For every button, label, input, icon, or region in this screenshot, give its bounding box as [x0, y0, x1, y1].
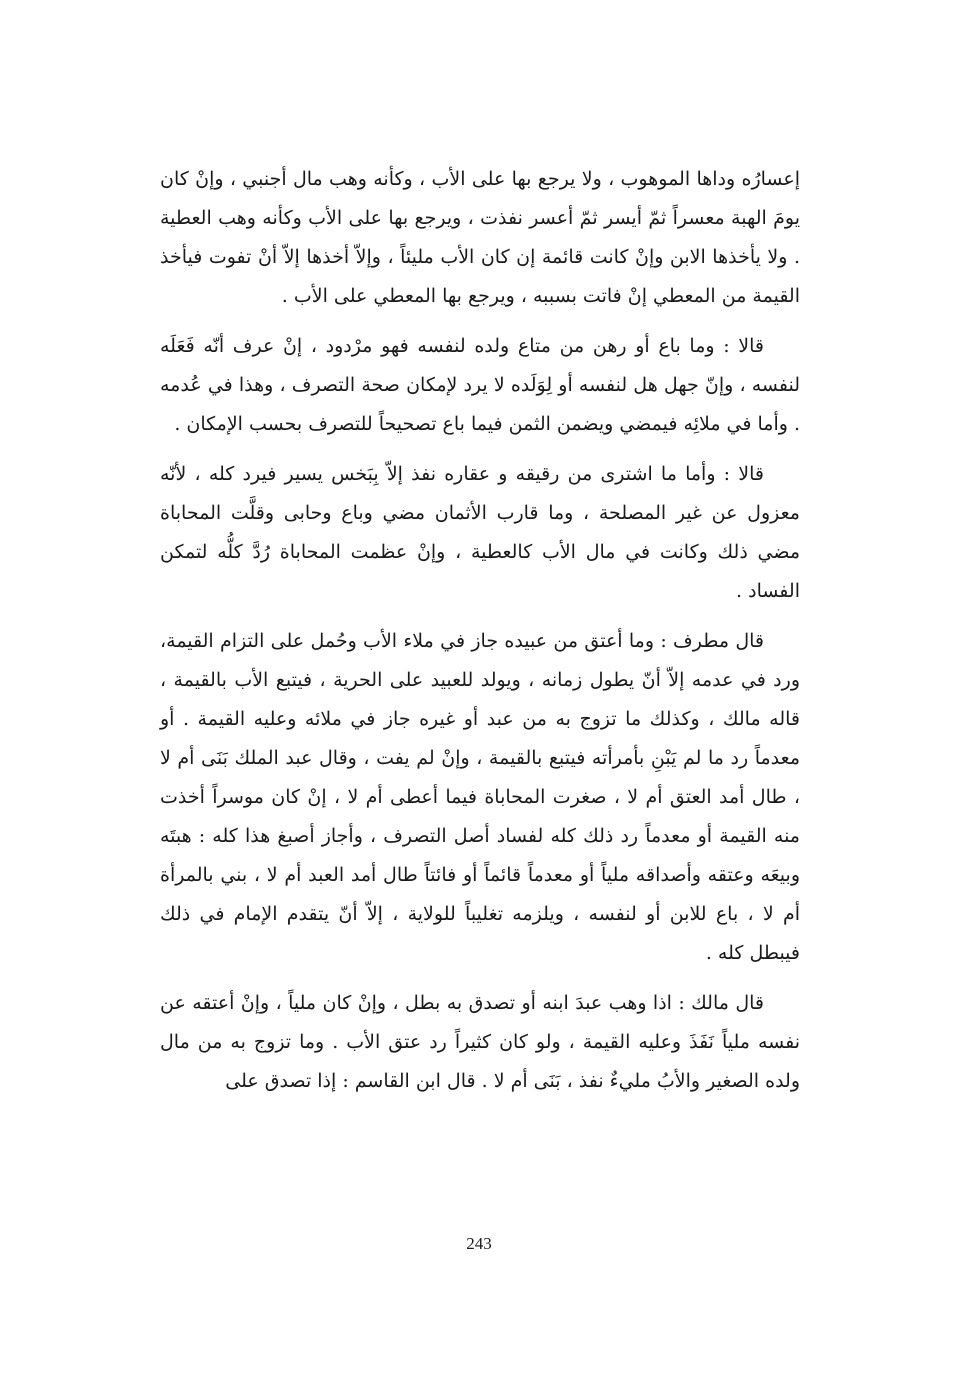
paragraph-4: قال مطرف : وما أعتق من عبيده جاز في ملاء الأب وحُمل على التزام القيمة، ورد في عدمه إلاّ أنّ يطول زمانه ، ويولد للعبيد على الحرية ، فيتبع الأب بالقيمة ، قاله مالك ، وكذلك ما تزوج به من عبد أو غيره جاز في ملائه وعليه القيمة . أو معدماً رد ما لم يَبْنِ بأمرأته فيتبع بالقيمة ، وإنْ لم يفت ، وقال عبد الملك بَنَى أم لا ، طال أمد العتق أم لا ، صغرت المحاباة فيما أعطى أم لا ، إنْ كان موسراً أخذت منه القيمة أو معدماً رد ذلك كله لفساد أصل التصرف ، وأجاز أصبغ هذا كله : هبتَه وبيعَه وعتقه وأصداقه ملياً أو معدماً قائماً أو فائتاً طال أمد العبد أم لا ، بني بالمرأة أم لا ، باع للابن أو لنفسه ، ويلزمه تغليباً للولاية ، إلاّ أنّ يتقدم الإمام في ذلك فيبطل كله . — [160, 630, 800, 964]
paragraph-1: إعسارُه وداها الموهوب ، ولا يرجع بها على الأب ، وكأنه وهب مال أجنبي ، وإنْ كان يومَ الهبة معسراً ثمّ أيسر ثمّ أعسر نفذت ، ويرجع بها على الأب وكأنه وهب العطية . ولا يأخذها الابن وإنْ كانت قائمة إن كان الأب مليئاً ، وإلاّ أخذها إلاّ أنْ تفوت فيأخذ القيمة من المعطي إنْ فاتت بسببه ، ويرجع بها المعطي على الأب . — [160, 168, 800, 307]
paragraph-3: قالا : وأما ما اشترى من رقيقه و عقاره نفذ إلاّ بِبَخس يسير فيرد كله ، لأنّه معزول عن غير المصلحة ، وما قارب الأثمان مضي وباع وحابى وقلَّت المحاباة مضي ذلك وكانت في مال الأب كالعطية ، وإنْ عظمت المحاباة رُدَّ كلُّه لتمكن الفساد . — [160, 463, 800, 602]
main-text — [160, 160, 800, 1112]
page-number: 243 — [466, 1234, 492, 1253]
paragraph-5: قال مالك : اذا وهب عبدَ ابنه أو تصدق به بطل ، وإنْ كان ملياً ، وإنْ أعتقه عن نفسه ملياً نَفَذَ وعليه القيمة ، ولو كان كثيراً رد عتق الأب . وما تزوج به من مال ولده الصغير والأبُ مليءٌ نفذ ، بَنَى أم لا . قال ابن القاسم : إذا تصدق على — [160, 992, 800, 1092]
paragraph-2: قالا : وما باع أو رهن من متاع ولده لنفسه فهو مرْدود ، إنْ عرف أنّه فَعَلَه لنفسه ، وإنّ جهل هل لنفسه أو لِوَلَده لا يرد لإمكان صحة التصرف ، وهذا في عُدمه . وأما في ملائِه فيمضي ويضمن الثمن فيما باع تصحيحاً للتصرف بحسب الإمكان . — [160, 335, 800, 435]
